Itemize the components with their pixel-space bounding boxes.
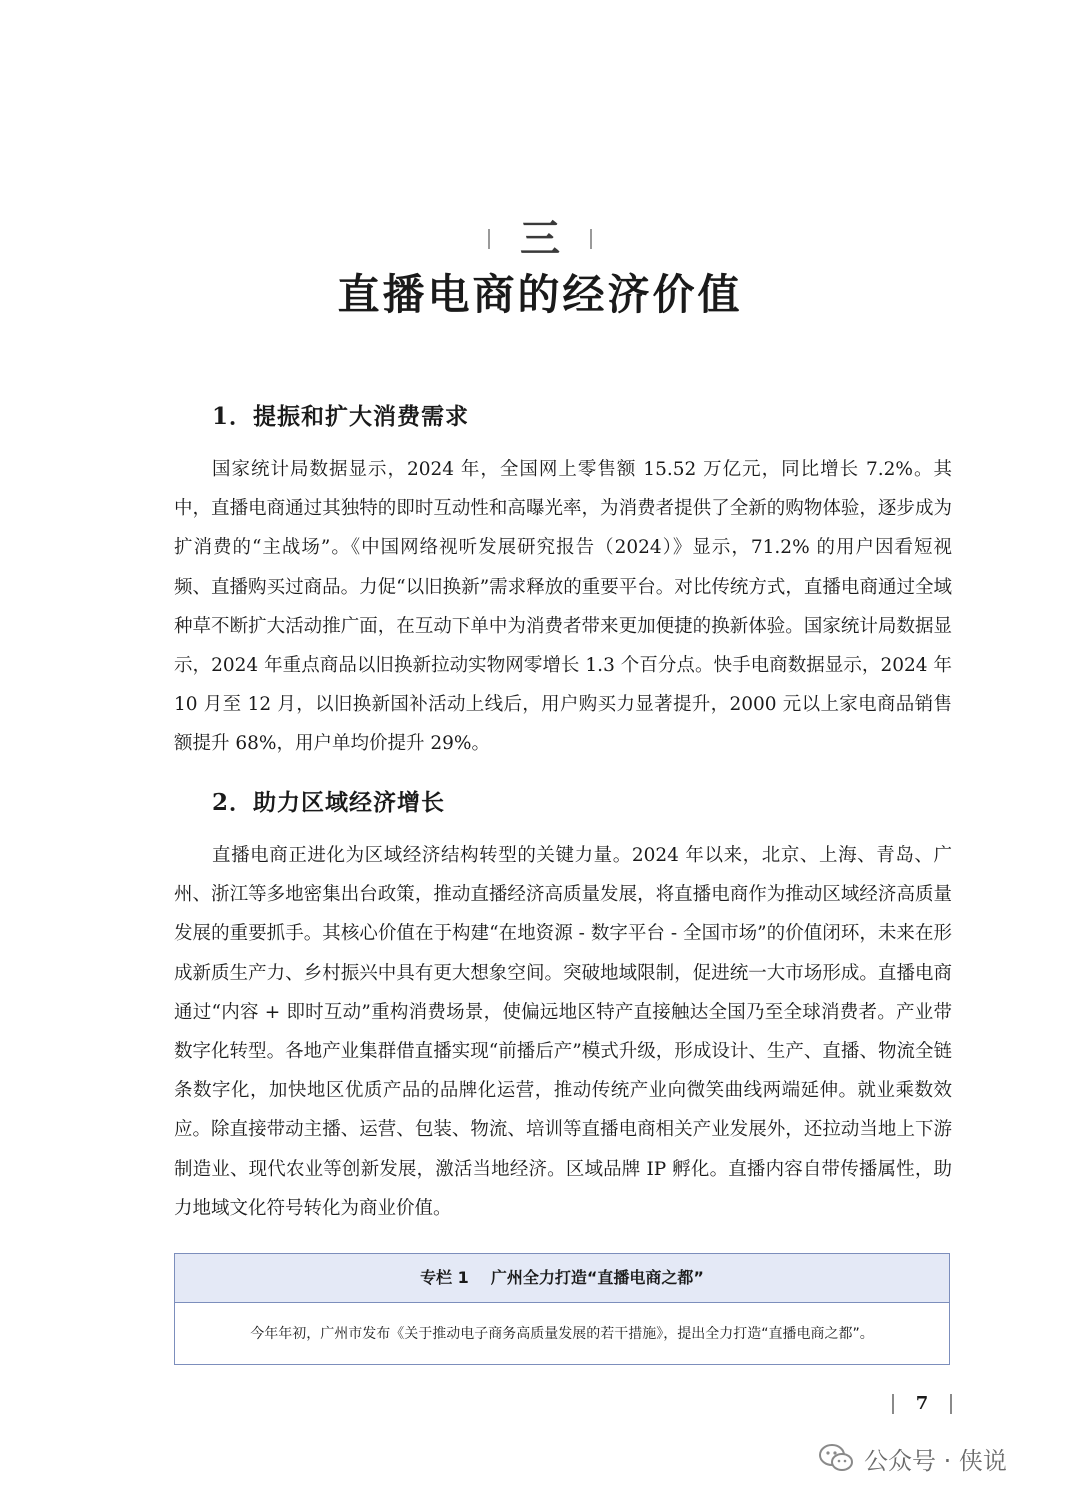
- chapter-number: 三: [520, 215, 560, 262]
- page-number: [892, 1390, 952, 1418]
- column-box-title: 广州全力打造“直播电商之都”: [490, 1268, 704, 1287]
- column-box: [174, 1253, 950, 1365]
- divider-left: [488, 229, 490, 249]
- section-paragraph-2: 直播电商正进化为区域经济结构转型的关键力量。2024 年以来，北京、上海、青岛、广州、浙江等多地密集出台政策，推动直播经济高质量发展，将直播电商作为推动区域经济高质量发展的重要抓手。其核心价值在于构建“在地资源 - 数字平台 - 全国市场”的价值闭环，未来在形成新质生产力、乡村振兴中具有更大想象空间。突破地域限制，促进统一大市场形成。直播电商通过“内容 + 即时互动”重构消费场景，使偏远地区特产直接触达全国乃至全球消费者。产业带数字化转型。各地产业集群借直播实现“前播后产”模式升级，形成设计、生产、直播、物流全链条数字化，加快地区优质产品的品牌化运营，推动传统产业向微笑曲线两端延伸。就业乘数效应。除直接带动主播、运营、包装、物流、培训等直播电商相关产业发展外，还拉动当地上下游制造业、现代农业等创新发展，激活当地经济。区域品牌 IP 孵化。直播内容自带传播属性，助力地域文化符号转化为商业价值。: [174, 845, 952, 1219]
- page-number-bar-left: [892, 1394, 894, 1414]
- column-box-label: 专栏 1: [420, 1268, 469, 1287]
- column-box-body: 今年年初，广州市发布《关于推动电子商务高质量发展的若干措施》，提出全力打造“直播电商之都”。: [250, 1326, 874, 1342]
- column-box-header: [175, 1254, 949, 1303]
- divider-right: [590, 229, 592, 249]
- section-heading-1: 1．提振和扩大消费需求: [212, 403, 470, 430]
- wechat-icon: [818, 1443, 854, 1473]
- chapter-title: 直播电商的经济价值: [337, 270, 743, 319]
- page-number-bar-right: [950, 1394, 952, 1414]
- section-paragraph-1: 国家统计局数据显示，2024 年，全国网上零售额 15.52 万亿元，同比增长 7.2%。其中，直播电商通过其独特的即时互动性和高曝光率，为消费者提供了全新的购物体验，逐步成为扩消费的“主战场”。《中国网络视听发展研究报告（2024）》显示，71.2% 的用户因看短视频、直播购买过商品。力促“以旧换新”需求释放的重要平台。对比传统方式，直播电商通过全域种草不断扩大活动推广面，在互动下单中为消费者带来更加便捷的换新体验。国家统计局数据显示，2024 年重点商品以旧换新拉动实物网零增长 1.3 个百分点。快手电商数据显示，2024 年 10 月至 12 月，以旧换新国补活动上线后，用户购买力显著提升，2000 元以上家电商品销售额提升 68%，用户单均价提升 29%。: [174, 459, 952, 755]
- watermark: [818, 1436, 1007, 1480]
- watermark-text: 公众号 · 侠说: [864, 1446, 1007, 1475]
- chapter-number-mark: [0, 216, 1080, 262]
- page-number-value: 7: [915, 1393, 929, 1414]
- section-heading-2: 2．助力区域经济增长: [212, 789, 446, 816]
